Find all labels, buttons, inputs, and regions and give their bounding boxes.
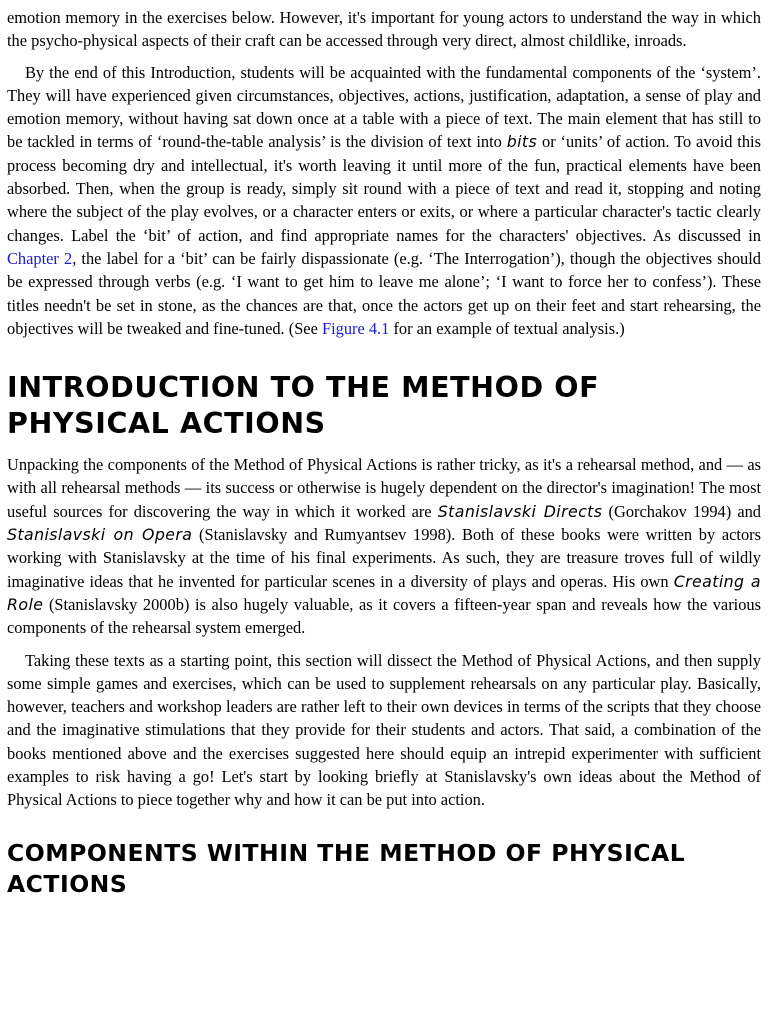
section-heading-components: COMPONENTS WITHIN THE METHOD OF PHYSICAL ACTIONS	[7, 838, 686, 898]
book-title-creating-a-role: Creating a Role	[7, 571, 762, 614]
paragraph-unpacking-method	[7, 453, 761, 639]
book-title-stanislavski-on-opera: Stanislavski on Opera	[7, 525, 193, 545]
emphasis-bits: bits	[506, 132, 538, 152]
figure-4-1-link[interactable]: Figure 4.1	[321, 318, 390, 338]
book-title-stanislavski-directs: Stanislavski Directs	[437, 501, 603, 521]
paragraph-text: for an example of textual analysis.)	[389, 318, 625, 338]
paragraph-emotion-memory	[7, 6, 761, 53]
paragraph-text: Unpacking the components of the Method of Physical Actions is rather tricky, as it's a rehearsal method, and — as with all rehearsal methods — its success or otherwise is hugely dependent on the director's imagination! The most useful sources for discovering the way in which it worked are	[7, 455, 761, 521]
paragraph-text: (Stanislavsky and Rumyantsev 1998). Both of these books were written by actors working with Stanislavsky at the time of his final experiments. As such, they are treasure troves full of wildly imaginative ideas that he invented for particular scenes in a diversity of plays and operas. His own	[7, 525, 761, 591]
paragraph-introduction-summary	[7, 61, 761, 341]
paragraph-text: (Stanislavsky 2000b) is also hugely valuable, as it covers a fifteen-year span and reveals how the various components of the rehearsal system emerged.	[7, 594, 761, 638]
paragraph-text: , the label for a ‘bit’ can be fairly dispassionate (e.g. ‘The Interrogation’), though the objectives should be expressed through verbs (e.g. ‘I want to get him to leave me alone’; ‘I want to force her to confess’). These titles needn't be set in stone, as the chances are that, once the actors get up on their feet and start rehearsing, the objectives will be tweaked and fine-tuned. (See	[7, 248, 761, 338]
chapter-2-link[interactable]: Chapter 2	[7, 248, 73, 268]
paragraph-text: By the end of this Introduction, students will be acquainted with the fundamental components of the ‘system’. They will have experienced given circumstances, objectives, actions, justification, adaptation, a sense of play and emotion memory, without having sat down once at a table with a piece of text. The main element that has still to be tackled in terms of ‘round-the-table analysis’ is the division of text into	[7, 62, 761, 152]
paragraph-text: or ‘units’ of action. To avoid this process becoming dry and intellectual, it's worth leaving it until more of the fun, practical elements have been absorbed. Then, when the group is ready, simply sit round with a piece of text and read it, stopping and noting where the subject of the play evolves, or a character enters or exits, or where a particular character's tactic clearly changes. Label the ‘bit’ of action, and find appropriate names for the characters' objectives. As discussed in	[7, 132, 761, 245]
section-heading-method-of-physical-actions: INTRODUCTION TO THE METHOD OF PHYSICAL ACTIONS	[7, 371, 600, 441]
paragraph-text: Taking these texts as a starting point, this section will dissect the Method of Physical Actions, and then supply some simple games and exercises, which can be used to supplement rehearsals on any particular play. Basically, however, teachers and workshop leaders are rather left to their own devices in terms of the scripts that they choose and the imaginative stimulations that they provide for their students and actors. That said, a combination of the books mentioned above and the exercises suggested here should equip an intrepid experimenter with sufficient examples to risk having a go! Let's start by looking briefly at Stanislavsky's own ideas about the Method of Physical Actions to piece together why and how it can be put into action.	[7, 650, 761, 810]
paragraph-text: (Gorchakov 1994) and	[602, 501, 761, 521]
paragraph-taking-these-texts	[7, 649, 761, 812]
paragraph-text: emotion memory in the exercises below. However, it's important for young actors to understand the way in which the psycho-physical aspects of their craft can be accessed through very direct, almost childlike, inroads.	[7, 8, 761, 51]
